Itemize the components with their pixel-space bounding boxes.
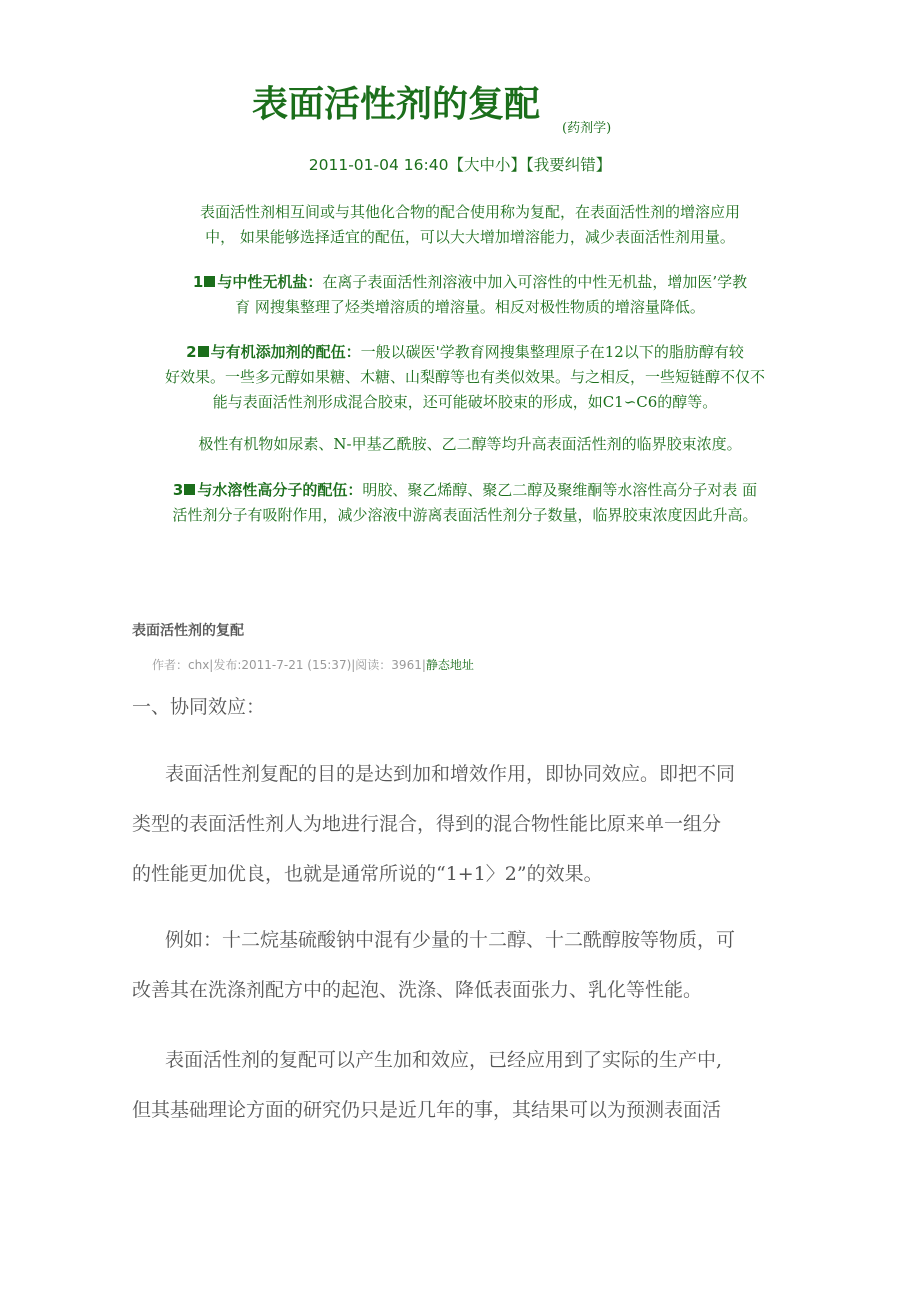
intro-line: 表面活性剂相互间或与其他化合物的配合使用称为复配，在表面活性剂的增溶应用 xyxy=(199,203,740,221)
article-byline xyxy=(152,656,474,673)
section-heading: 与有机添加剂的配伍： xyxy=(210,343,361,361)
byline-info: 作者：chx|发布:2011-7-21 (15:37)|阅读：3961| xyxy=(152,658,426,672)
section-text: 在离子表面活性剂溶液中加入可溶性的中性无机盐，增加医’学教 xyxy=(322,273,748,291)
body-paragraph xyxy=(132,1035,802,1135)
section-number: 2 xyxy=(186,343,197,361)
section-text: 极性有机物如尿素、N-甲基乙酰胺、乙二醇等均升高表面活性剂的临界胶束浓度。 xyxy=(198,435,742,453)
report-error-link[interactable]: 【我要纠错】 xyxy=(525,156,612,174)
body-paragraph xyxy=(132,915,802,1015)
section-text: 好效果。一些多元醇如果糖、木糖、山梨醇等也有类似效果。与之相反，一些短链醇不仅不 xyxy=(164,368,765,386)
section-text: 一般以碳医'学教育网搜集整理原子在12以下的脂肪醇有较 xyxy=(360,343,744,361)
section-heading: 与水溶性高分子的配伍： xyxy=(197,481,363,499)
square-bullet-icon xyxy=(184,484,195,495)
body-line: 表面活性剂复配的目的是达到加和增效作用，即协同效应。即把不同 xyxy=(165,763,736,785)
section-text: 能与表面活性剂形成混合胶束，还可能破坏胶束的形成，如C1∽C6的醇等。 xyxy=(212,393,718,411)
title-note: (药剂学) xyxy=(562,121,612,136)
body-line: 但其基础理论方面的研究仍只是近几年的事，其结果可以为预测表面活 xyxy=(132,1099,722,1121)
body-line: 例如：十二烷基硫酸钠中混有少量的十二醇、十二酰醇胺等物质，可 xyxy=(165,929,736,951)
body-line: 表面活性剂的复配可以产生加和效应，已经应用到了实际的生产中, xyxy=(165,1049,723,1071)
body-line: 类型的表面活性剂人为地进行混合，得到的混合物性能比原来单一组分 xyxy=(132,813,722,835)
article-meta xyxy=(0,153,920,175)
section-heading: 与中性无机盐： xyxy=(217,273,323,291)
page-title: 表面活性剂的复配 xyxy=(252,83,541,125)
square-bullet-icon xyxy=(204,276,215,287)
intro-line: 中， 如果能够选择适宜的配伍，可以大大增加增溶能力，减少表面活性剂用量。 xyxy=(205,228,735,246)
section-polymer xyxy=(120,478,810,528)
static-address-link[interactable]: 静态地址 xyxy=(425,658,474,672)
section-polar-organics xyxy=(120,432,820,457)
body-line: 改善其在洗涤剂配方中的起泡、洗涤、降低表面张力、乳化等性能。 xyxy=(132,979,703,1001)
section-text: 育 网搜集整理了烃类增溶质的增溶量。相反对极性物质的增溶量降低。 xyxy=(235,298,705,316)
section-organic-additive xyxy=(120,340,810,415)
publish-datetime: 2011-01-04 16:40 xyxy=(308,156,449,174)
section-number: 1 xyxy=(192,273,204,291)
section-heading-synergy: 一、协同效应： xyxy=(132,696,266,718)
body-paragraph xyxy=(132,749,802,899)
article-title: 表面活性剂的复配 xyxy=(132,623,244,639)
section-neutral-salt xyxy=(150,270,790,320)
section-text: 活性剂分子有吸附作用，减少溶液中游离表面活性剂分子数量，临界胶束浓度因此升高。 xyxy=(172,506,758,524)
section-number: 3 xyxy=(172,481,184,499)
square-bullet-icon xyxy=(198,346,209,357)
section-text: 明胶、聚乙烯醇、聚乙二醇及聚维酮等水溶性高分子对表 面 xyxy=(362,481,758,499)
intro-paragraph xyxy=(150,200,790,250)
body-line: 的性能更加优良，也就是通常所说的“1+1〉2”的效果。 xyxy=(132,863,603,885)
font-size-links[interactable]: 【大中小】 xyxy=(448,156,526,174)
